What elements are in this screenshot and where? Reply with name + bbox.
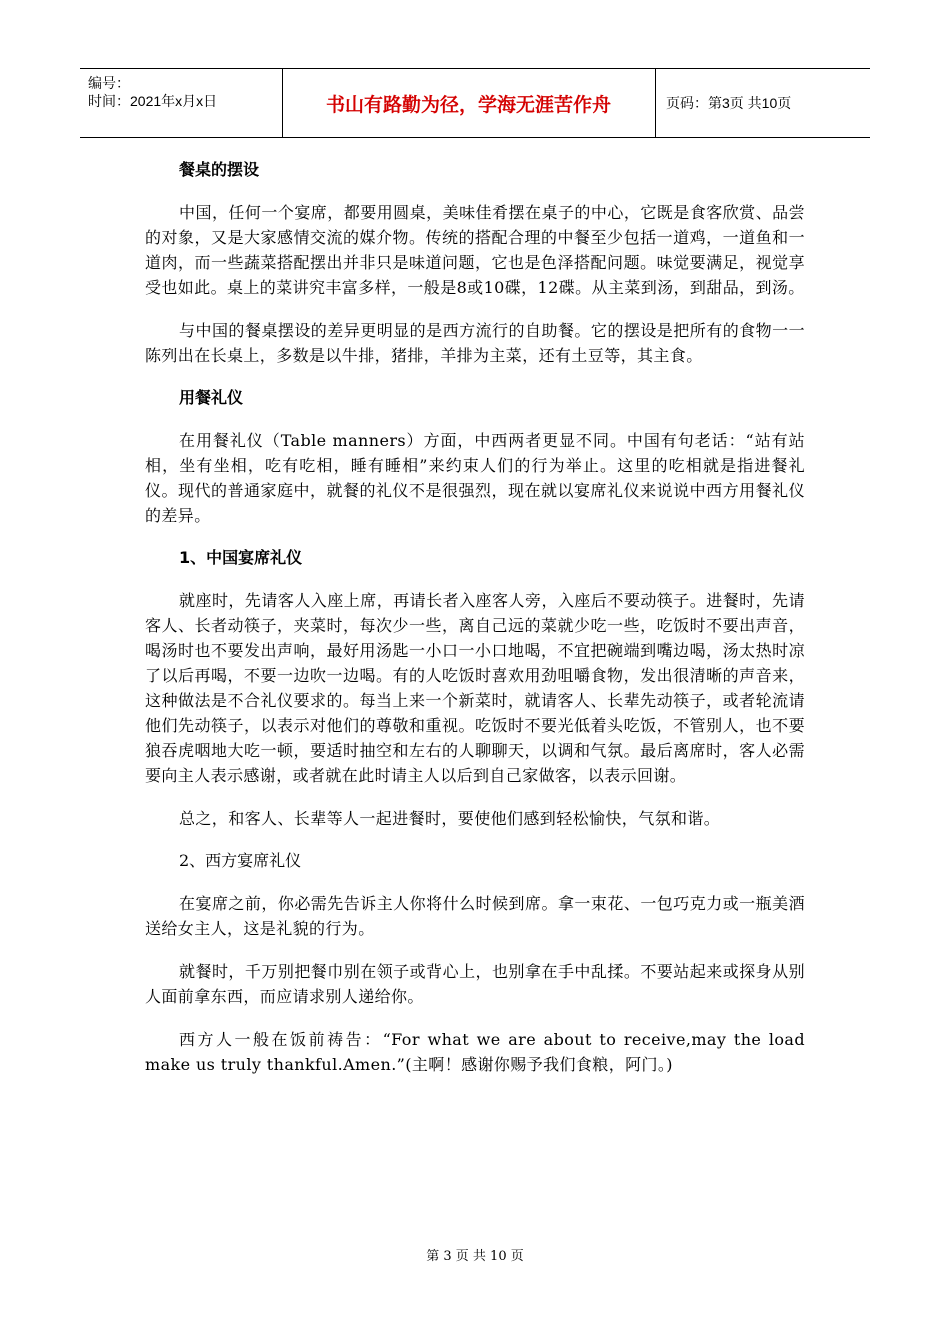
paragraph: 与中国的餐桌摆设的差异更明显的是西方流行的自助餐。它的摆设是把所有的食物一一陈列出在长桌上，多数是以牛排，猪排，羊排为主菜，还有土豆等，其主食。 — [145, 321, 805, 365]
page-header — [80, 68, 870, 138]
page-footer: 第 3 页 共 10 页 — [426, 1249, 524, 1264]
date-label: 时间：2021年x月x日 — [88, 93, 218, 109]
section-heading-table-setting: 餐桌的摆设 — [179, 160, 260, 179]
header-page-number: 页码：第3页 共10页 — [666, 95, 792, 111]
paragraph: 在宴席之前，你必需先告诉主人你将什么时候到席。拿一束花、一包巧克力或一瓶美酒送给女主人，这是礼貌的行为。 — [145, 894, 805, 938]
document-body — [145, 154, 805, 1095]
header-motto: 书山有路勤为径，学海无涯苦作舟 — [282, 69, 656, 137]
header-info-cell — [80, 69, 283, 137]
paragraph: 总之，和客人、长辈等人一起进餐时，要使他们感到轻松愉快，气氛和谐。 — [179, 809, 721, 828]
paragraph: 中国，任何一个宴席，都要用圆桌，美味佳肴摆在桌子的中心，它既是食客欣赏、品尝的对象，又是大家感情交流的媒介物。传统的搭配合理的中餐至少包括一道鸡，一道鱼和一道肉，而一些蔬菜搭配摆出并非只是味道问题，它也是色泽搭配问题。味觉要满足，视觉享受也如此。桌上的菜讲究丰富多样，一般是8或10碟，12碟。从主菜到汤，到甜品，到汤。 — [145, 203, 805, 297]
serial-number-label: 编号： — [88, 75, 130, 91]
paragraph: 西方人一般在饭前祷告：“For what we are about to receive,may the load make us truly thankful.Amen.”(主啊！感谢你赐予我们食粮，阿门。) — [145, 1030, 805, 1074]
paragraph: 就餐时，千万别把餐巾别在领子或背心上，也别拿在手中乱揉。不要站起来或探身从别人面前拿东西，而应请求别人递给你。 — [145, 962, 805, 1006]
section-heading-western-banquet: 2、西方宴席礼仪 — [179, 851, 302, 870]
section-heading-chinese-banquet: 1、中国宴席礼仪 — [179, 548, 303, 567]
section-heading-dining-etiquette: 用餐礼仪 — [179, 388, 244, 407]
paragraph: 在用餐礼仪（Table manners）方面，中西两者更显不同。中国有句老话：“站有站相，坐有坐相，吃有吃相，睡有睡相”来约束人们的行为举止。这里的吃相就是指进餐礼仪。现代的普通家庭中，就餐的礼仪不是很强烈，现在就以宴席礼仪来说说中西方用餐礼仪的差异。 — [145, 431, 805, 525]
paragraph: 就座时，先请客人入座上席，再请长者入座客人旁，入座后不要动筷子。进餐时，先请客人、长者动筷子，夹菜时，每次少一些，离自己远的菜就少吃一些，吃饭时不要出声音，喝汤时也不要发出声响，最好用汤匙一小口一小口地喝，不宜把碗端到嘴边喝，汤太热时凉了以后再喝，不要一边吹一边喝。有的人吃饭时喜欢用劲咀嚼食物，发出很清晰的声音来，这种做法是不合礼仪要求的。每当上来一个新菜时，就请客人、长辈先动筷子，或者轮流请他们先动筷子，以表示对他们的尊敬和重视。吃饭时不要光低着头吃饭，不管别人，也不要狼吞虎咽地大吃一顿，要适时抽空和左右的人聊聊天，以调和气氛。最后离席时，客人必需要向主人表示感谢，或者就在此时请主人以后到自己家做客，以表示回谢。 — [145, 591, 805, 785]
